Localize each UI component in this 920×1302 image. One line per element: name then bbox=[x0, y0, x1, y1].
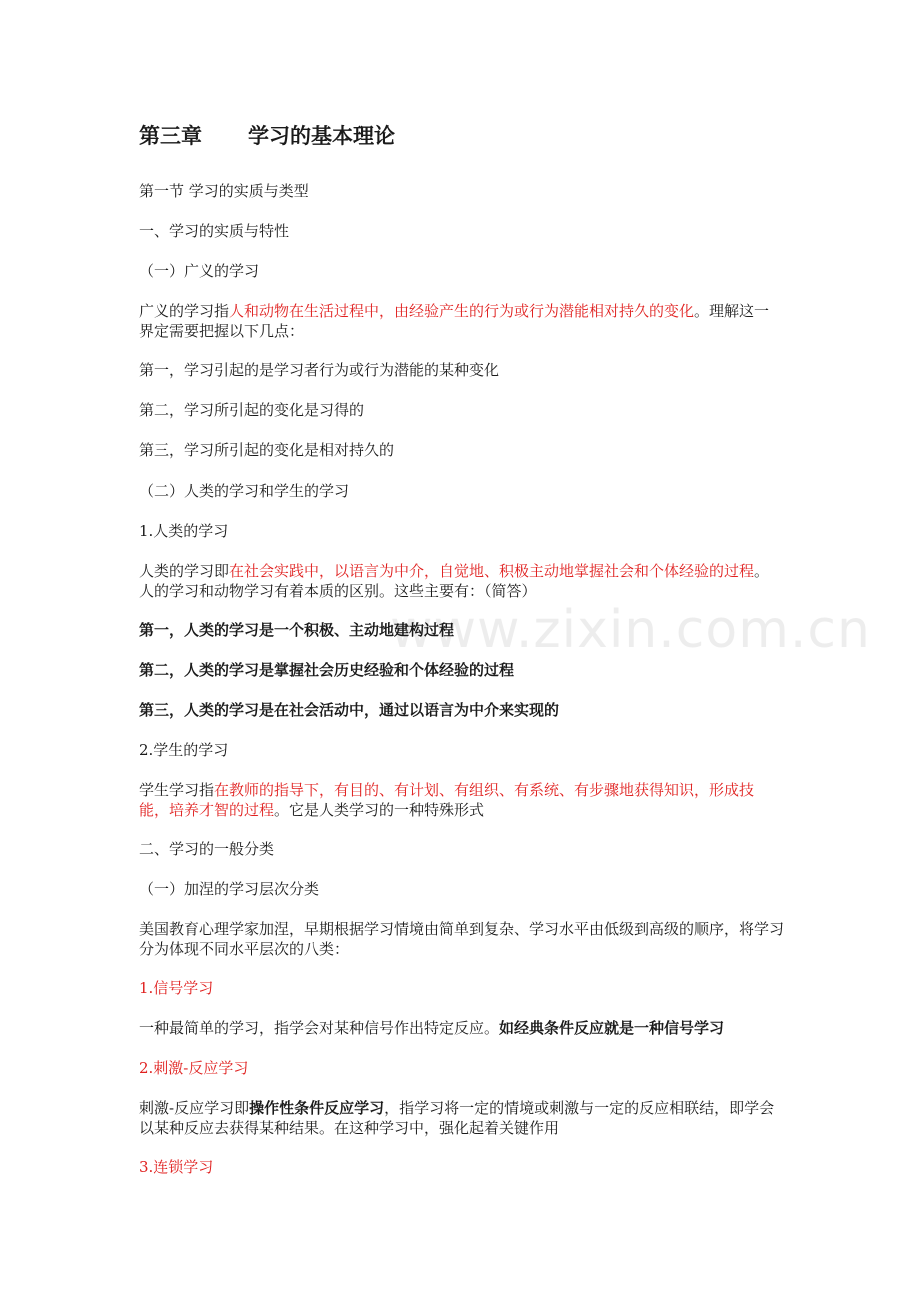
bold-point: 第三，人类的学习是在社会活动中，通过以语言为中介来实现的 bbox=[139, 701, 560, 719]
highlight-text: 在社会实践中，以语言为中介，自觉地、积极主动地掌握社会和个体经验的过程 bbox=[229, 562, 755, 580]
subsection-heading: 二、学习的一般分类 bbox=[139, 840, 275, 858]
text-run: ，指学习将一定的情境或刺激与一定的反应相联结，即学会以某种反应去获得某种结果。在这种学习中，强化起着关键作用 bbox=[139, 1099, 775, 1137]
text-run: 学生学习指 bbox=[139, 781, 215, 799]
item-heading: 2.学生的学习 bbox=[139, 741, 229, 759]
paragraph bbox=[139, 1018, 784, 1038]
chapter-title bbox=[139, 122, 784, 150]
item-heading-red: 3.连锁学习 bbox=[139, 1158, 214, 1176]
bold-point: 第二，人类的学习是掌握社会历史经验和个体经验的过程 bbox=[139, 661, 515, 679]
item-heading: 1.人类的学习 bbox=[139, 522, 229, 540]
bold-point: 第一，人类的学习是一个积极、主动地建构过程 bbox=[139, 621, 455, 639]
item-heading-red: 2.刺激-反应学习 bbox=[139, 1059, 249, 1077]
text-run: 。它是人类学习的一种特殊形式 bbox=[274, 801, 485, 819]
section-heading: 第一节 学习的实质与类型 bbox=[139, 182, 309, 200]
watermark: www.zixin.com.cn bbox=[390, 600, 871, 660]
paragraph bbox=[139, 780, 784, 820]
text-run: 广义的学习指 bbox=[139, 302, 230, 320]
text-run: 一种最简单的学习，指学会对某种信号作出特定反应。 bbox=[139, 1019, 500, 1037]
chapter-name: 学习的基本理论 bbox=[248, 123, 395, 148]
paragraph bbox=[139, 301, 784, 341]
subsection-heading: （一）广义的学习 bbox=[139, 262, 260, 280]
highlight-text: 人和动物在生活过程中，由经验产生的行为或行为潜能相对持久的变化 bbox=[229, 302, 695, 320]
bold-text: 如经典条件反应就是一种信号学习 bbox=[499, 1019, 725, 1037]
chapter-number: 第三章 bbox=[139, 123, 202, 148]
paragraph bbox=[139, 1098, 784, 1138]
list-point: 第一，学习引起的是学习者行为或行为潜能的某种变化 bbox=[139, 361, 500, 379]
list-point: 第二，学习所引起的变化是习得的 bbox=[139, 401, 365, 419]
text-run: 。 人的学习和动物学习有着本质的区别。这些主要有：（简答） bbox=[139, 562, 770, 600]
subsection-heading: （一）加涅的学习层次分类 bbox=[139, 880, 320, 898]
subsection-heading: 一、学习的实质与特性 bbox=[139, 222, 290, 240]
paragraph bbox=[139, 561, 784, 601]
text-run: 刺激-反应学习即 bbox=[139, 1099, 250, 1117]
paragraph: 美国教育心理学家加涅，早期根据学习情境由简单到复杂、学习水平由低级到高级的顺序，将学习分为体现不同水平层次的八类： bbox=[139, 920, 785, 958]
item-heading-red: 1.信号学习 bbox=[139, 979, 214, 997]
subsection-heading: （二）人类的学习和学生的学习 bbox=[139, 482, 350, 500]
text-run: 人类的学习即 bbox=[139, 562, 230, 580]
bold-text: 操作性条件反应学习 bbox=[249, 1099, 385, 1117]
list-point: 第三，学习所引起的变化是相对持久的 bbox=[139, 441, 395, 459]
highlight-text: 在教师的指导下，有目的、有计划、有组织、有系统、有步骤地获得知识，形成技能，培养才智的过程 bbox=[139, 781, 755, 819]
text-run: 。理解这一界定需要把握以下几点： bbox=[139, 302, 770, 340]
